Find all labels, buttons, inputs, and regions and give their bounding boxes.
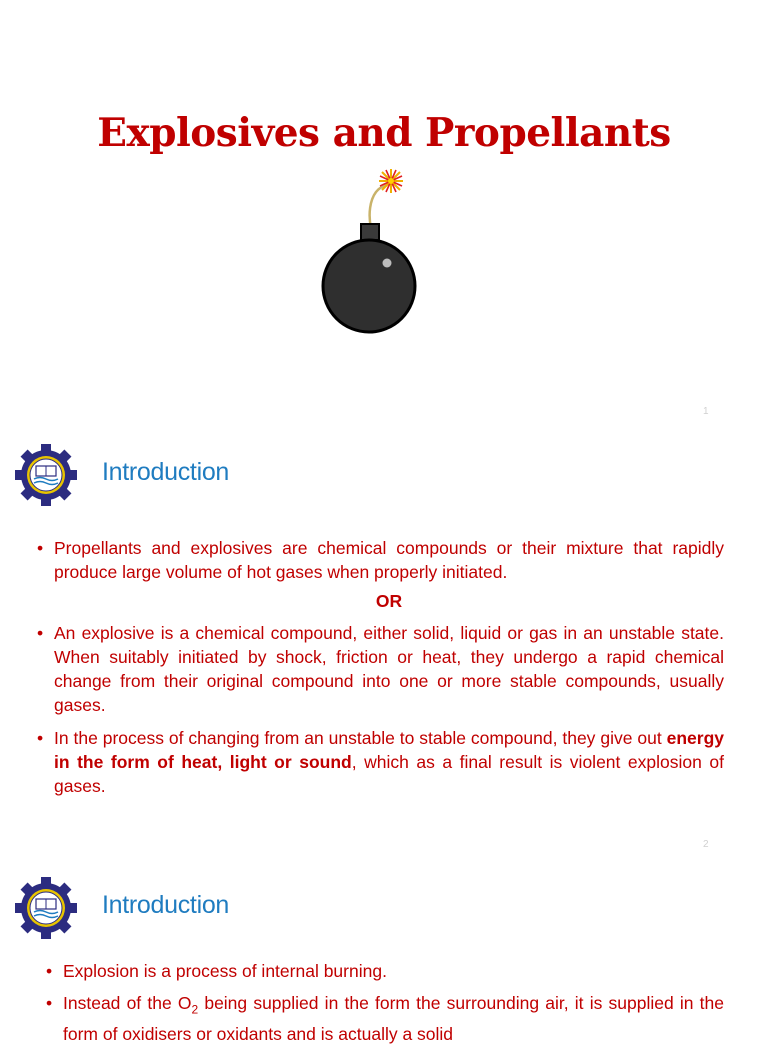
- bullet-item: • In the process of changing from an unstable to stable compound, they give out energy in the form of heat, light or sound, which as a final result is violent explosion of gases.: [54, 726, 724, 799]
- bullet-item: • Instead of the $O_2$ being supplied in the form the surrounding air, it is supplied in the form of oxidisers or oxidants and is actually a solid: [63, 991, 724, 1046]
- slide-heading: Introduction: [102, 458, 230, 486]
- university-seal-icon: [14, 876, 78, 940]
- bomb-icon: [314, 166, 424, 338]
- bold-phrase: energy in the form of heat, light or sound: [54, 727, 724, 773]
- slide-title: Explosives and Propellants: [97, 110, 671, 156]
- slide-1: [0, 0, 768, 432]
- bullet-list: [54, 536, 724, 807]
- page-number: 1: [703, 406, 709, 417]
- bullet-list: [63, 959, 724, 1054]
- slide-3: [0, 866, 768, 1045]
- page-number: 2: [703, 839, 709, 850]
- or-separator: OR: [375, 590, 403, 611]
- bullet-item: • Propellants and explosives are chemical compounds or their mixture that rapidly produce large volume of hot gases when properly initiated.: [54, 536, 724, 585]
- slide-heading: Introduction: [102, 891, 230, 919]
- bullet-item: • An explosive is a chemical compound, either solid, liquid or gas in an unstable state. When suitably initiated by shock, friction or heat, they undergo a rapid chemical change from their original compound into one or more stable compounds, usually gases.: [54, 621, 724, 718]
- slide-2: [0, 433, 768, 865]
- university-seal-icon: [14, 443, 78, 507]
- bullet-item: • Explosion is a process of internal burning.: [63, 959, 724, 983]
